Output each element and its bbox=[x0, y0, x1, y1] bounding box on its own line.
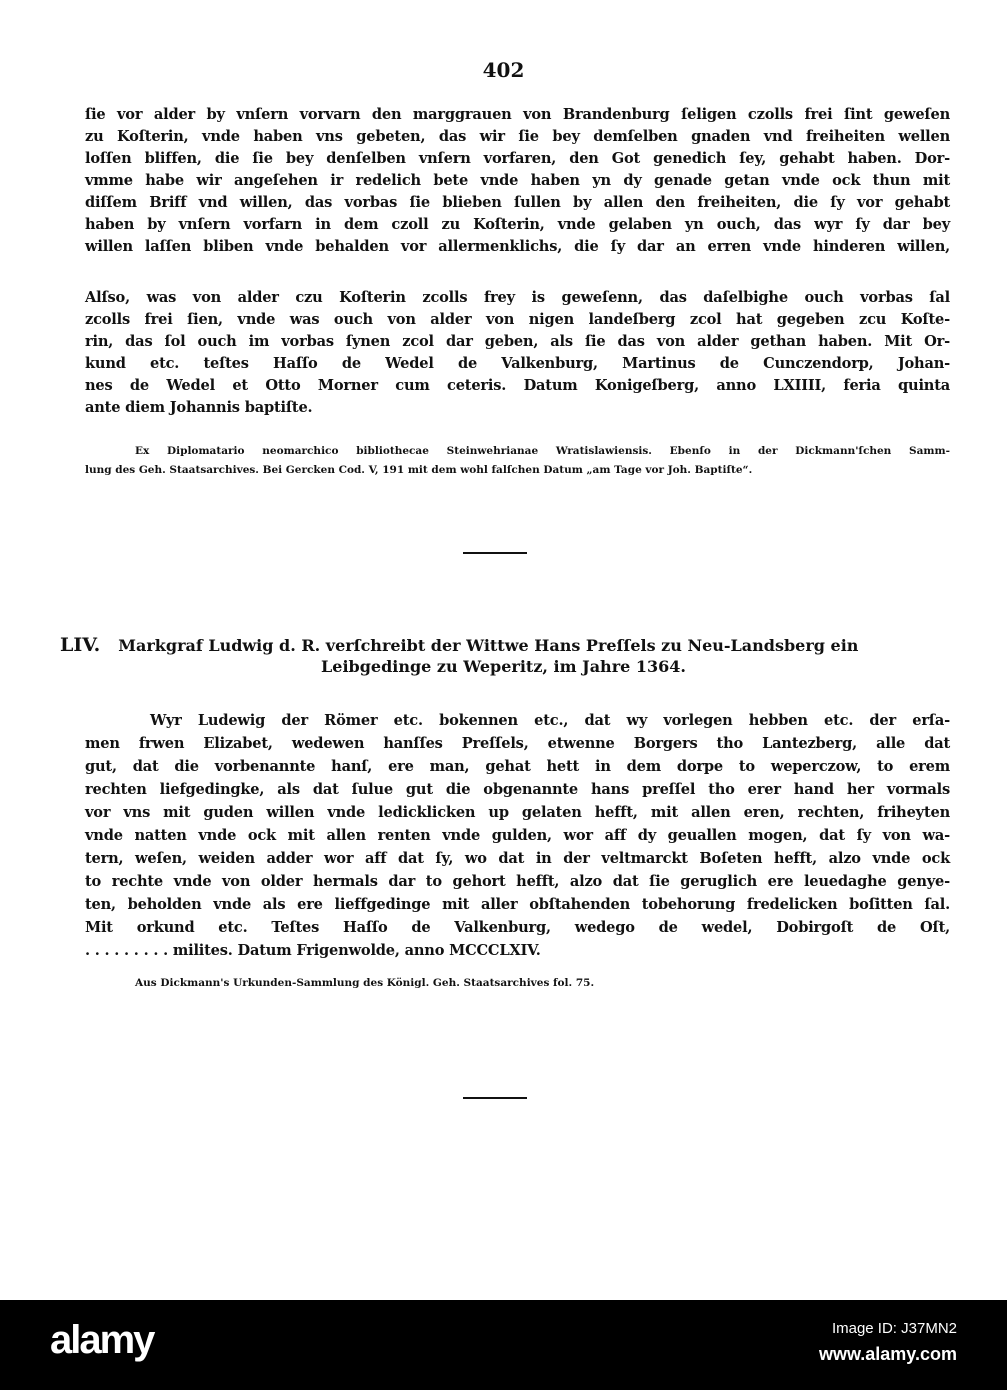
section-divider bbox=[463, 552, 527, 554]
watermark-url: www.alamy.com bbox=[818, 1344, 957, 1364]
text-line: zcolls frei ſien, vnde was ouch von alder von nigen landeſberg zcol hat gegeben zcu Koſte- bbox=[85, 311, 950, 328]
text-line: zu Koſterin, vnde haben vns gebeten, das wir ſie bey demſelben gnaden vnd freiheiten wellen bbox=[85, 128, 950, 145]
text-line: tern, weſen, weiden adder wor aff dat ſy, wo dat in der veltmarckt Boſeten hefft, alzo vnde ock bbox=[85, 850, 950, 867]
text-line: gut, dat die vorbenannte hanſ, ere man, gehat hett in dem dorpe to weperczow, to erem bbox=[85, 758, 950, 775]
text-line: haben by vnſern vorfarn in dem czoll zu Koſterin, vnde gelaben yn ouch, das wyr ſy dar bey bbox=[85, 216, 950, 233]
alamy-logo: alamy bbox=[50, 1318, 154, 1362]
section-divider bbox=[463, 1097, 527, 1099]
text-line: vmme habe wir angeſehen ir redelich bete vnde haben yn dy genade getan vnde ock thun mit bbox=[85, 172, 950, 189]
text-line: loſſen bliffen, die ſie bey denſelben vnſern vorfaren, den Got genedich ſey, gehabt haben. Dor- bbox=[85, 150, 950, 167]
text-line: nes de Wedel et Otto Morner cum ceteris. Datum Konigeſberg, anno LXIIII, feria quinta bbox=[85, 377, 950, 394]
text-line: diſſem Briff vnd willen, das vorbas ſie blieben ſullen by allen den freiheiten, die ſy vor gehabt bbox=[85, 194, 950, 211]
footnote-line: Ex Diplomatario neomarchico bibliothecae Steinwehrianae Wratislawiensis. Ebenſo in der Dickmann'ſchen Samm- bbox=[135, 445, 950, 457]
text-line: Wyr Ludewig der Römer etc. bokennen etc., dat wy vorlegen hebben etc. der erſa- bbox=[150, 712, 950, 729]
text-line: ten, beholden vnde als ere lieffgedinge mit aller obſtahenden tobehorung fredelicken boſitten ſal. bbox=[85, 896, 950, 913]
page-number: 402 bbox=[482, 58, 525, 82]
text-line: men frwen Elizabet, wedewen hanſſes Preſſels, etwenne Borgers tho Lantezberg, alle dat bbox=[85, 735, 950, 752]
text-line: willen laſſen bliben vnde behalden vor allermenklichs, die ſy dar an erren vnde hinderen willen, bbox=[85, 238, 950, 255]
text-line: . . . . . . . . . milites. Datum Frigenwolde, anno MCCCLXIV. bbox=[85, 942, 541, 959]
text-line: to rechte vnde von older hermals dar to gehort hefft, alzo dat ſie geruglich ere leuedaghe genye- bbox=[85, 873, 950, 890]
text-line: ante diem Johannis baptiſte. bbox=[85, 399, 313, 416]
section-number: LIV. bbox=[60, 634, 101, 656]
text-line: vor vns mit guden willen vnde ledicklicken up gelaten hefft, mit allen eren, rechten, friheyten bbox=[85, 804, 950, 821]
footnote-line: lung des Geh. Staatsarchives. Bei Gercken Cod. V, 191 mit dem wohl falſchen Datum „am Tage vor Joh. Baptiſte“. bbox=[85, 464, 753, 476]
section-title-line1: Markgraf Ludwig d. R. verſchreibt der Wittwe Hans Preſſels zu Neu-Landsberg ein bbox=[118, 636, 859, 655]
text-line: rechten liefgedingke, als dat ſulue gut die obgenannte hans preſſel tho erer hand her vormals bbox=[85, 781, 950, 798]
text-line: Mit orkund etc. Teſtes Haſſo de Valkenburg, wedego de wedel, Dobirgoſt de Oſt, bbox=[85, 919, 950, 936]
image-id: Image ID: J37MN2 bbox=[831, 1320, 957, 1337]
text-line: rin, das ſol ouch im vorbas ſynen zcol dar geben, als ſie das von alder gethan haben. Mit Or- bbox=[85, 333, 950, 350]
section-heading bbox=[60, 634, 950, 657]
section-title-line2: Leibgedinge zu Weperitz, im Jahre 1364. bbox=[321, 657, 686, 676]
watermark-bar bbox=[0, 1300, 1007, 1390]
text-line: kund etc. teſtes Haſſo de Wedel de Valkenburg, Martinus de Cunczendorp, Johan- bbox=[85, 355, 950, 372]
text-line: ſie vor alder by vnſern vorvarn den marggrauen von Brandenburg ſeligen czolls frei ſint geweſen bbox=[85, 106, 950, 123]
footnote-line: Aus Dickmann's Urkunden-Sammlung des Königl. Geh. Staatsarchives fol. 75. bbox=[135, 977, 595, 989]
text-line: Alſso, was von alder czu Koſterin zcolls frey is geweſenn, das daſelbighe ouch vorbas ſal bbox=[85, 289, 950, 306]
text-line: vnde natten vnde ock mit allen renten vnde gulden, wor aff dy geuallen mogen, dat ſy von wa- bbox=[85, 827, 950, 844]
